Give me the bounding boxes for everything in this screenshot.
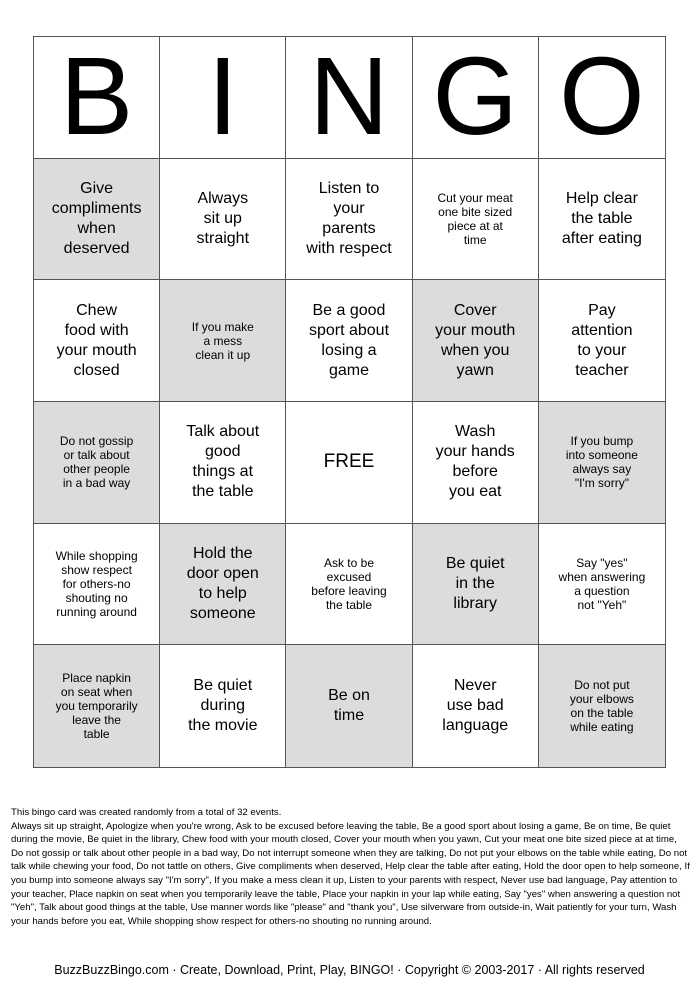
cell-text: Always sit up straight [196, 189, 250, 247]
bingo-cell [413, 280, 539, 402]
header-b: B [34, 37, 160, 159]
bingo-cell [413, 645, 539, 767]
free-space [286, 402, 412, 524]
bingo-cell [34, 645, 160, 767]
bingo-cell [413, 159, 539, 281]
cell-text: If you bump into someone always say "I'm sorry" [565, 434, 638, 491]
card-info-events: Always sit up straight, Apologize when you're wrong, Ask to be excused before leaving the table, Be a good sport about losing a game, Be on time, Be quiet during the movie, Be quiet in the library, Chew food with your mouth closed, Cover your mouth when you yawn, Cut your meat one bite sized piece at at time, Do not gossip or talk about other people in a bad way, Do not interrupt someone when they are talking, Do not put your elbows on the table while eating, Do not talk while chewing your food, Do not tattle on others, Give compliments when deserved, Help clear the table after eating, Hold the door open to help someone, If you bump into someone always say "I'm sorry", If you make a mess clean it up, Listen to your parents with respect, Never use bad language, Pay attention to your teacher, Place napkin on seat when you temporarily leave the table, Place your napkin in your lap while eating, Say "yes" when answering a question not "Yeh", Talk about good things at the table, Use manner words like "please" and "thank you", Use silverware from outside-in, Wait patiently for your turn, Wash your hands before you eat, While shopping show respect for others-no shouting no running around. [11, 820, 690, 927]
bingo-cell [286, 524, 412, 646]
cell-text: Chew food with your mouth closed [56, 301, 137, 379]
cell-text: Be on time [328, 687, 370, 725]
card-info-intro: This bingo card was created randomly from a total of 32 events. [11, 807, 282, 818]
cell-text: Pay attention to your teacher [571, 301, 633, 379]
bingo-cell [160, 159, 286, 281]
bingo-cell [539, 159, 665, 281]
bingo-cell [34, 280, 160, 402]
cell-text: Listen to your parents with respect [306, 179, 392, 257]
cell-text: If you make a mess clean it up [191, 319, 254, 362]
bingo-cell [34, 524, 160, 646]
header-n: N [286, 37, 412, 159]
bingo-cell [286, 159, 412, 281]
cell-text: Be quiet during the movie [188, 677, 258, 735]
bingo-cell [413, 402, 539, 524]
bingo-cell [160, 402, 286, 524]
bingo-cell [539, 524, 665, 646]
bingo-cell [34, 402, 160, 524]
cell-text: While shopping show respect for others-no shouting no running around [55, 548, 138, 619]
header-g: G [413, 37, 539, 159]
card-info [11, 806, 691, 928]
cell-text: Talk about good things at the table [186, 423, 260, 501]
cell-text: Help clear the table after eating [561, 189, 642, 247]
cell-text: Hold the door open to help someone [186, 544, 259, 622]
bingo-cell [413, 524, 539, 646]
bingo-card [33, 36, 666, 768]
cell-text: Cut your meat one bite sized piece at at time [437, 190, 513, 247]
cell-text: Be quiet in the library [445, 554, 505, 612]
cell-text: Place napkin on seat when you temporarily leave the table [55, 671, 138, 742]
cell-text: Cover your mouth when you yawn [435, 301, 516, 379]
bingo-cell [160, 280, 286, 402]
bingo-cell [539, 402, 665, 524]
cell-text: Say "yes" when answering a question not "Yeh" [558, 555, 646, 612]
header-i: I [160, 37, 286, 159]
cell-text: Never use bad language [442, 677, 509, 735]
cell-text: Do not gossip or talk about other people in a bad way [59, 434, 134, 491]
bingo-cell [286, 280, 412, 402]
bingo-cell [539, 280, 665, 402]
copyright-footer: BuzzBuzzBingo.com · Create, Download, Print, Play, BINGO! · Copyright © 2003-2017 · All rights reserved [54, 963, 645, 977]
bingo-cell [34, 159, 160, 281]
cell-text: Ask to be excused before leaving the table [311, 555, 387, 612]
cell-text: Give compliments when deserved [51, 179, 142, 257]
cell-text: Be a good sport about losing a game [308, 301, 390, 379]
bingo-cell [286, 645, 412, 767]
bingo-cell [539, 645, 665, 767]
cell-text: FREE [323, 451, 375, 473]
bingo-cell [160, 524, 286, 646]
bingo-cell [160, 645, 286, 767]
cell-text: Do not put your elbows on the table while eating [569, 678, 634, 735]
cell-text: Wash your hands before you eat [435, 423, 515, 501]
header-o: O [539, 37, 665, 159]
